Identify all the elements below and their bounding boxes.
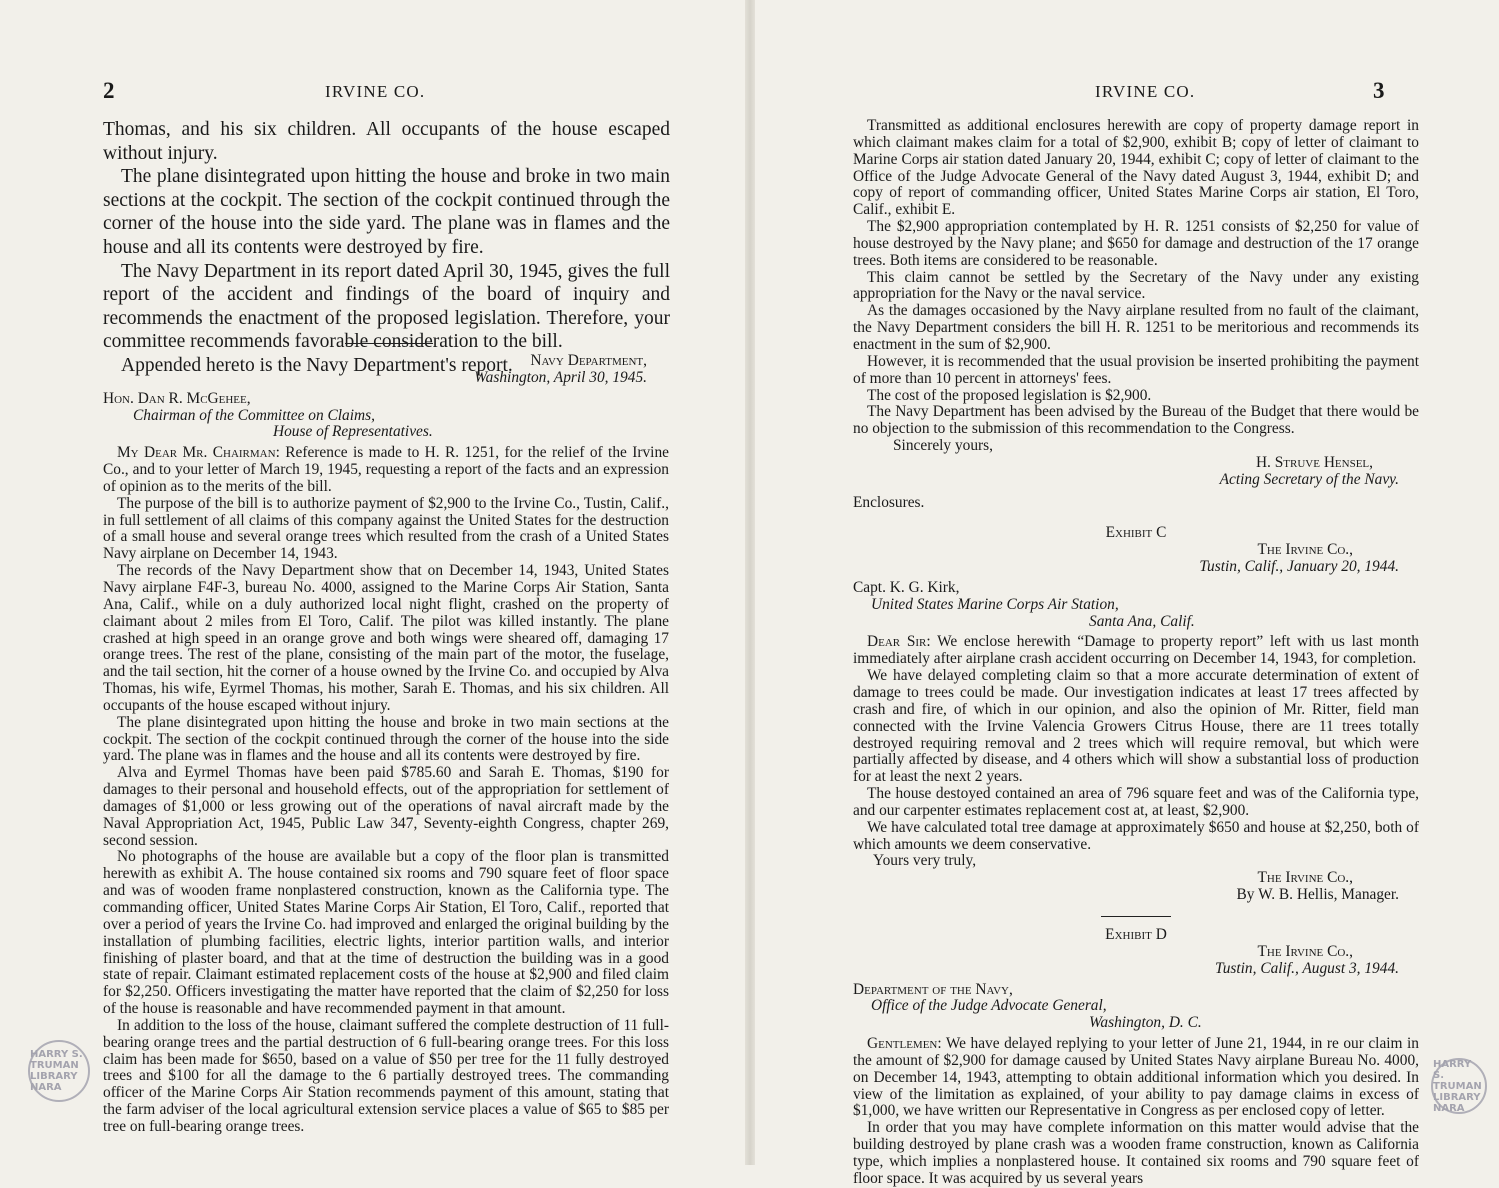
exhibit-d-date: Tustin, Calif., August 3, 1944.: [1214, 959, 1399, 977]
letter-paragraph: Transmitted as additional enclosures herewith are copy of property damage report in which claimant makes claim for a total of $2,900, exhibit B; copy of letter of claimant to Marine Corps air station dated January 20, 1944, exhibit C; copy of letter of claimant to the Office of the Judge Advocate General of the Navy dated August 3, 1944, exhibit D; and copy of report of commanding officer, United States Marine Corps air station, El Toro, Calif., exhibit E.: [853, 117, 1419, 219]
closing: Sincerely yours,: [893, 437, 994, 455]
enclosures-label: Enclosures.: [853, 493, 925, 511]
letter-paragraph: This claim cannot be settled by the Secretary of the Navy under any existing appropriation for the Navy or the naval service.: [853, 268, 1419, 303]
exhibit-d-title: Exhibit D: [1105, 925, 1167, 943]
letter-paragraph: In addition to the loss of the house, claimant suffered the complete destruction of 11 full-bearing orange trees and the partial destruction of 6 full-bearing orange trees. For this loss claim has been made for $650, based on a value of $50 per tree for the 11 fully destroyed trees and $100 for all the damage to the 6 partially destroyed trees. The commanding officer of the Marine Corps Air Station recommends payment of this amount, stating that the farm adviser of the local agricultural extension service places a value of $65 to $85 per tree on full-bearing orange trees.: [103, 1016, 669, 1135]
letter-paragraph: The purpose of the bill is to authorize payment of $2,900 to the Irvine Co., Tustin, Calif., in full settlement of all claims of this company against the United States for the destruction of a small house and several orange trees which resulted from the crash of a United States Navy airplane on December 14, 1943.: [103, 494, 669, 563]
letter-paragraph: However, it is recommended that the usual provision be inserted prohibiting the payment of more than 10 percent in attorneys' fees.: [853, 352, 1419, 387]
letter-paragraph: We have delayed completing claim so that a more accurate determination of extent of damage to trees could be made. Our investigation indicates at least 17 trees affected by crash and fire, of which in our opinion, and also the opinion of Mr. Ritter, field man connected with the Irvine Valencia Growers Citrus House, there are 11 trees totally destroyed requiring removal and 2 trees which will require removal, but which were partially affected by disease, and 4 others which will show a substantial loss of production for at least the next 2 years.: [853, 667, 1419, 786]
letter-paragraph: We have calculated total tree damage at approximately $650 and house at $2,250, both of which amounts we deem conservative.: [853, 818, 1419, 853]
paragraph-text: We have delayed replying to your letter of June 21, 1944, in re our claim in the amount of $2,900 for damage caused by United States Navy airplane Bureau No. 4000, on December 14, 1943, attempting to obtain additional information which you desired. In view of the limitation as explained, of your ability to pay damage claims in excess of $1,000, we have written our Representative in Congress as per enclosed copy of letter.: [853, 1035, 1419, 1120]
page-number: 2: [103, 78, 115, 103]
exhibit-c-sign-by: By W. B. Hellis, Manager.: [1236, 886, 1399, 904]
addressee-house: House of Representatives.: [273, 423, 433, 441]
running-head: IRVINE CO.: [1095, 82, 1196, 101]
navy-letter-continued: [853, 118, 1419, 1188]
letter-paragraph: The $2,900 appropriation contemplated by H. R. 1251 consists of $2,250 for value of house destroyed by the Navy plane; and $650 for damage and destruction of the 17 orange trees. Both items are considered to be reasonable.: [853, 218, 1419, 269]
letter-paragraph: As the damages occasioned by the Navy airplane resulted from no fault of the claimant, the Navy Department considers the bill H. R. 1251 to be meritorious and recommends its enactment in the sum of $2,900.: [853, 302, 1419, 353]
letter-paragraph: The plane disintegrated upon hitting the house and broke in two main sections at the cockpit. The section of the cockpit continued through the corner of the house into the side yard. The plane was in flames and the house and all its contents were destroyed by fire.: [103, 713, 669, 765]
section-divider: [345, 343, 433, 344]
book-gutter: [745, 0, 755, 1165]
paragraph: The Navy Department in its report dated April 30, 1945, gives the full report of the accident and findings of the board of inquiry and recommends the enactment of the proposed legislation. Therefore, your committee recommends favorable consideration to the bill.: [103, 260, 670, 353]
paragraph: Appended hereto is the Navy Department's report.: [121, 354, 513, 376]
paragraph-text: We enclose herewith “Damage to property report” left with us last month immediately after airplane crash accident occurring on December 14, 1943, for completion.: [853, 633, 1419, 668]
paragraph: Thomas, and his six children. All occupants of the house escaped without injury.: [103, 119, 670, 164]
letter-sender: Navy Department,: [530, 352, 647, 369]
exhibit-c-org: United States Marine Corps Air Station,: [871, 595, 1119, 613]
exhibit-c-date: Tustin, Calif., January 20, 1944.: [1199, 558, 1399, 576]
letter-paragraph: The Navy Department has been advised by the Bureau of the Budget that there would be no objection to the submission of this recommendation to the Congress.: [853, 403, 1419, 438]
signer-title: Acting Secretary of the Navy.: [1219, 470, 1399, 488]
letter-paragraph: Alva and Eyrmel Thomas have been paid $785.60 and Sarah E. Thomas, $190 for damages to their personal and household effects, out of the appropriation for settlement of damages of $1,000 or less growing out of the operations of naval aircraft made by the Naval Appropriation Act, 1945, Public Law 347, Seventy-eighth Congress, chapter 269, second session.: [103, 764, 669, 849]
running-head: IRVINE CO.: [325, 82, 426, 101]
paragraph: The plane disintegrated upon hitting the house and broke in two main sections at the cockpit. The section of the cockpit continued through the corner of the house into the side yard. The plane was in flames and the house and all its contents were destroyed by fire.: [103, 166, 670, 258]
letter-paragraph: In order that you may have complete information on this matter would advise that the building destroyed by plane crash was a wooden frame construction, known as California type, which implies a nonplastered house. It contained six rooms and 790 square feet of floor space. It was acquired by us several years: [853, 1119, 1419, 1187]
section-divider: [1101, 916, 1171, 917]
salutation: Dear Sir:: [867, 633, 931, 651]
library-stamp: HARRY S. TRUMAN LIBRARY NARA: [28, 1040, 90, 1102]
report-body: [103, 118, 670, 378]
exhibit-c-from: The Irvine Co.,: [1257, 541, 1353, 559]
library-stamp: HARRY S. TRUMAN LIBRARY NARA: [1431, 1058, 1487, 1114]
letter-date: Washington, April 30, 1945.: [474, 368, 647, 386]
letter-paragraph: [103, 445, 669, 496]
addressee-title: Chairman of the Committee on Claims,: [133, 406, 375, 424]
letter-paragraph: [853, 634, 1419, 668]
page-number: 3: [1373, 78, 1385, 103]
exhibit-c-addressee: Capt. K. G. Kirk,: [853, 578, 960, 596]
navy-letter: [103, 353, 669, 1136]
exhibit-c-sign-org: The Irvine Co.,: [1257, 869, 1353, 887]
exhibit-d-place: Washington, D. C.: [1089, 1014, 1202, 1032]
letter-paragraph: [853, 1036, 1419, 1120]
letter-paragraph: The cost of the proposed legislation is $2,900.: [867, 386, 1152, 404]
letter-paragraph: No photographs of the house are available but a copy of the floor plan is transmitted herewith as exhibit A. The house contained six rooms and 790 square feet of floor space and was of wooden frame nonplastered construction, known as the California type. The commanding officer, United States Marine Corps Air Station, El Toro, Calif., reported that over a period of years the Irvine Co. had improved and enlarged the original building by the installation of plumbing facilities, electric lights, interior partition walls, and interior finishing of plaster board, and that at the time of destruction the building was in a good state of repair. Claimant estimated replacement costs of the house at $2,900 and filed claim for $2,250. Officers investigating the matter have reported that the claim of $2,250 for loss of the house is reasonable and have recommended payment in that amount.: [103, 848, 670, 1018]
letter-paragraph: The records of the Navy Department show that on December 14, 1943, United States Navy airplane F4F-3, bureau No. 4000, assigned to the Marine Corps Air Station, Santa Ana, Calif., while on a duly authorized local night flight, crashed on the property of claimant about 2 miles from El Toro, Calif. The pilot was killed instantly. The plane crashed at high speed in an orange grove and both wings were sheared off, damaging 17 orange trees. The rest of the plane, consisting of the main part of the motor, the fuselage, and the tail section, hit the corner of a house owned by the Irvine Co. and occupied by Alva Thomas, his wife, Eyrmel Thomas, his mother, Sarah E. Thomas, and his six children. All occupants of the house escaped without injury.: [103, 562, 669, 714]
exhibit-d-org: Office of the Judge Advocate General,: [871, 997, 1107, 1015]
exhibit-d-from: The Irvine Co.,: [1257, 942, 1353, 960]
addressee-name: Hon. Dan R. McGehee,: [103, 389, 251, 407]
salutation: Gentlemen:: [867, 1035, 942, 1053]
letter-paragraph: The house destoyed contained an area of 796 square feet and was of the California type, and our carpenter estimates replacement cost at, at least, $2,900.: [853, 785, 1419, 819]
paragraph-text: Reference is made to H. R. 1251, for the relief of the Irvine Co., and to your letter of March 19, 1945, requesting a report of the facts and an expression of opinion as to the merits of the bill.: [103, 444, 669, 495]
exhibit-c-closing: Yours very truly,: [873, 852, 977, 870]
exhibit-d-addressee: Department of the Navy,: [853, 980, 1013, 998]
exhibit-c-place: Santa Ana, Calif.: [1089, 612, 1195, 630]
right-page: [755, 0, 1499, 1187]
signer-name: H. Struve Hensel,: [1255, 453, 1373, 471]
exhibit-c-title: Exhibit C: [1105, 524, 1167, 542]
left-page: [0, 0, 745, 1165]
salutation: My Dear Mr. Chairman:: [117, 444, 280, 462]
